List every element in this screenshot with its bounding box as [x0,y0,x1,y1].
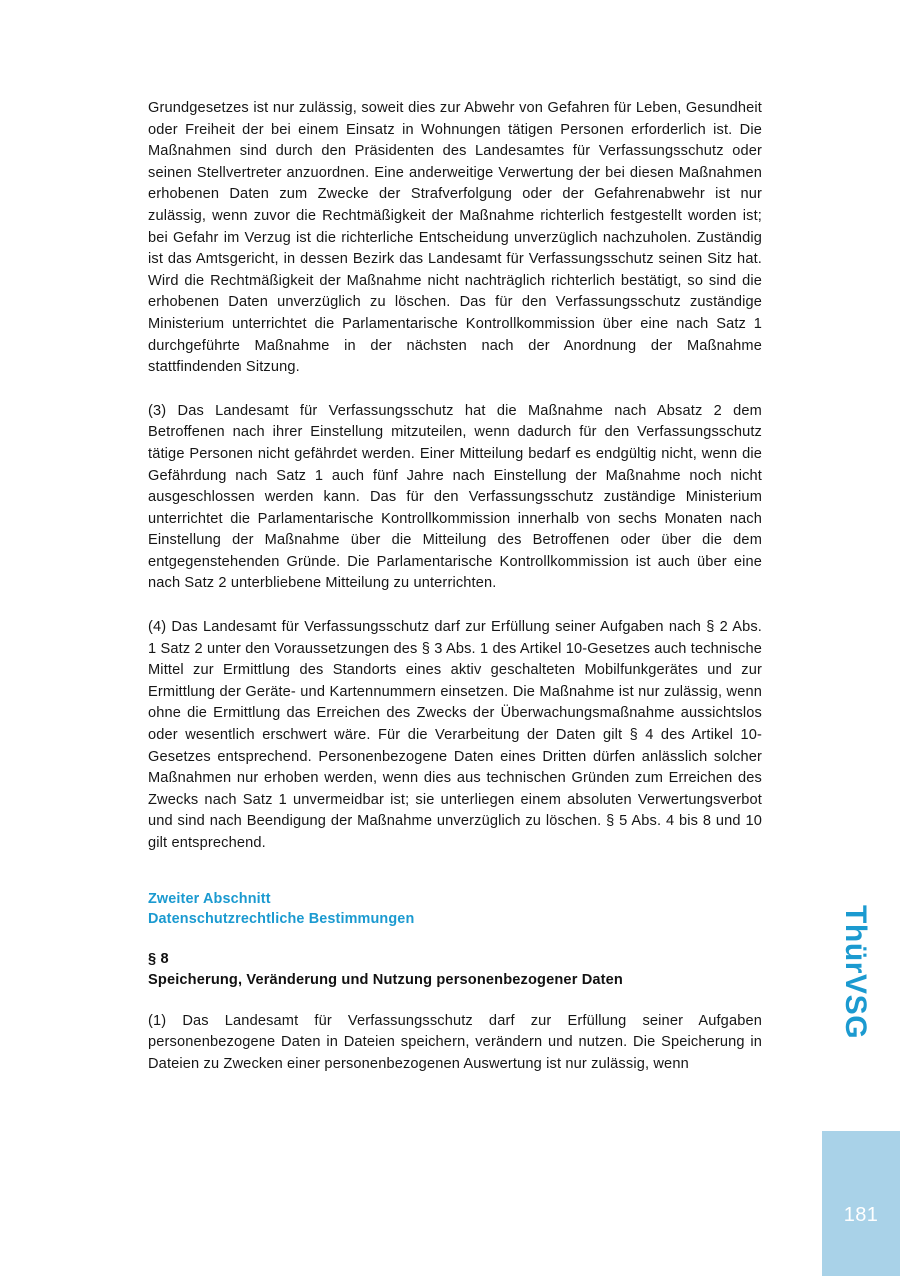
section-heading-line1: Zweiter Abschnitt [148,890,271,907]
section-heading-line2: Datenschutzrechtliche Bestimmungen [148,910,415,927]
paragraph-heading-number: § 8 [148,950,169,967]
paragraph-heading [148,949,762,991]
running-title: ThürVSG [839,905,872,1040]
body-paragraph-2: (3) Das Landesamt für Verfassungsschutz hat die Maßnahme nach Absatz 2 dem Betroffenen nach ihrer Einstellung mitzuteilen, wenn dadurch für den Verfassungsschutz tätige Personen nicht gefährdet werden. Einer Mitteilung bedarf es endgültig nicht, wenn die Gefährdung nach Satz 1 auch fünf Jahre nach Einstellung der Maßnahme noch nicht ausgeschlossen werden kann. Das für den Verfassungsschutz zuständige Ministerium unterrichtet die Parlamentarische Kontrollkommission innerhalb von sechs Monaten nach Einstellung der Maßnahme über die Mitteilung des Betroffenen oder über die dem entgegenstehenden Gründe. Die Parlamentarische Kontrollkommission ist auch über eine nach Satz 2 unterbliebene Mitteilung zu unterrichten. [148,402,762,592]
closing-paragraph: (1) Das Landesamt für Verfassungsschutz darf zur Erfüllung seiner Aufgaben personenbezogene Daten in Dateien speichern, verändern und nutzen. Die Speicherung in Dateien zu Zwecken einer personenbezogenen Auswertung ist nur zulässig, wenn [148,1012,762,1072]
page-number: 181 [843,1204,879,1226]
body-paragraph-1: Grundgesetzes ist nur zulässig, soweit dies zur Abwehr von Gefahren für Leben, Gesundheit oder Freiheit der bei einem Einsatz in Wohnungen tätigen Personen erforderlich ist. Die Maßnahmen sind durch den Präsidenten des Landesamtes für Verfassungsschutz oder seinen Stellvertreter anzuordnen. Eine anderweitige Verwertung der bei diesen Maßnahmen erhobenen Daten zum Zwecke der Strafverfolgung oder der Gefahrenabwehr ist nur zulässig, wenn zuvor die Rechtmäßigkeit der Maßnahme richterlich festgestellt worden ist; bei Gefahr im Verzug ist die richterliche Entscheidung unverzüglich nachzuholen. Zuständig ist das Amtsgericht, in dessen Bezirk das Landesamt für Verfassungsschutz seinen Sitz hat. Wird die Rechtmäßigkeit der Maßnahme nicht nachträglich richterlich bestätigt, so sind die erhobenen Daten unverzüglich zu löschen. Das für den Verfassungsschutz zuständige Ministerium unterrichtet die Parlamentarische Kontrollkommission über eine nach Satz 1 durchgeführte Maßnahme in der nächsten nach der Anordnung der Maßnahme stattfindenden Sitzung. [148,100,762,376]
section-heading [148,889,762,929]
paragraph-heading-title: Speicherung, Veränderung und Nutzung personenbezogener Daten [148,971,623,988]
body-paragraph-3: (4) Das Landesamt für Verfassungsschutz darf zur Erfüllung seiner Aufgaben nach § 2 Abs. 1 Satz 2 unter den Voraussetzungen des § 3 Abs. 1 des Artikel 10-Gesetzes auch technische Mittel zur Ermittlung des Standorts eines aktiv geschalteten Mobilfunkgerätes und zur Ermittlung der Geräte- und Kartennummern einsetzen. Die Maßnahme ist nur zulässig, wenn ohne die Ermittlung das Erreichen des Zwecks der Überwachungsmaßnahme aussichtslos oder wesentlich erschwert wäre. Für die Verarbeitung der Daten gilt § 4 des Artikel 10-Gesetzes entsprechend. Personenbezogene Daten eines Dritten dürfen anlässlich solcher Maßnahmen nur erhoben werden, wenn dies aus technischen Gründen zum Erreichen des Zwecks nach Satz 1 unvermeidbar ist; sie unterliegen einem absoluten Verwertungsverbot und sind nach Beendigung der Maßnahme unverzüglich zu löschen. § 5 Abs. 4 bis 8 und 10 gilt entsprechend. [148,619,762,851]
page-content [148,98,762,1075]
